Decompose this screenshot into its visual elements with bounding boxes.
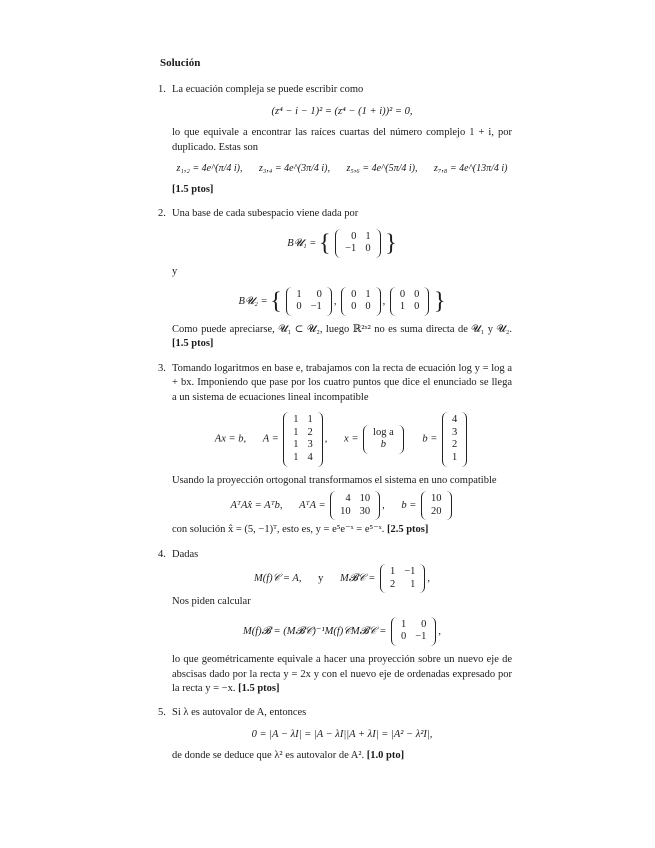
item-intro: La ecuación compleja se puede escribir como xyxy=(172,84,364,96)
matrix-entry: 1 xyxy=(365,288,371,300)
matrix-entry: 1 xyxy=(296,288,302,300)
item-number: 5. xyxy=(158,707,166,719)
matrix-label: b = xyxy=(401,500,417,512)
item-intro: Tomando logaritmos en base e, trabajamos con la recta de ecuación log y = log a + bx. Imponiendo que pase por los cuatro puntos que dice el enunciado se llega a un sistema de ecuaciones lineal incompatible xyxy=(172,362,512,403)
root: z₅,₆ = 4e^(5π/4 i), xyxy=(346,163,418,175)
solution-item-5 xyxy=(160,706,512,763)
matrix-entry: 1 xyxy=(399,301,406,313)
item-text-body: con solución x̂ = (5, −1)ᵀ, esto es, y = e⁵e⁻ˣ = e⁵⁻ˣ. xyxy=(172,524,385,536)
item-text: Nos piden calcular xyxy=(172,596,251,608)
result-equation: M(f)𝓑 = (M𝓑𝒞)⁻¹M(f)𝒞M𝓑𝒞 = 1 0 0 −1 , xyxy=(172,617,512,646)
matrix-entry: 1 xyxy=(389,566,396,578)
matrix-MBC xyxy=(380,564,425,593)
matrix-entry: 0 xyxy=(365,243,371,255)
matrix-entry: 10 xyxy=(340,505,351,517)
matrix-entry: 10 xyxy=(431,493,442,505)
close-brace: } xyxy=(433,288,446,315)
item-text-body: Como puede apreciarse, 𝓤₁ ⊂ 𝓤₂, luego ℝ²ˣ² no es suma directa de 𝓤₁ y 𝓤₂. xyxy=(172,323,512,335)
matrix-entry: 2 xyxy=(307,426,313,438)
matrix-entry: 4 xyxy=(307,451,313,463)
points-label: [1.5 ptos] xyxy=(172,338,214,350)
item-text xyxy=(172,523,512,537)
matrix-entry: −1 xyxy=(345,243,357,255)
matrix-entry: b xyxy=(380,439,386,451)
matrix-label: M𝓑𝒞 = xyxy=(339,573,376,585)
open-brace: { xyxy=(270,288,282,315)
matrix-label: b = xyxy=(422,433,438,445)
root: z₃,₄ = 4e^(3π/4 i), xyxy=(259,163,330,175)
matrix-ATA xyxy=(330,491,380,520)
matrix-entry: 2 xyxy=(389,578,396,590)
item-text xyxy=(172,323,512,352)
solution-item-3 xyxy=(160,362,512,538)
equation: AᵀAx̂ = Aᵀb, xyxy=(230,500,283,512)
matrix-entry: 0 xyxy=(400,631,407,643)
matrix-entry: 0 xyxy=(414,301,420,313)
equation: M(f)𝓑 = (M𝓑𝒞)⁻¹M(f)𝒞M𝓑𝒞 = xyxy=(243,625,387,637)
matrix-entry: 1 xyxy=(400,618,407,630)
connector-y: y xyxy=(172,266,178,278)
item-text: lo que equivale a encontrar las raíces cuartas del número complejo 1 + i, por duplicado. Estas son xyxy=(172,127,512,153)
matrix-ATb xyxy=(421,491,452,520)
solution-item-4 xyxy=(160,548,512,697)
item-text xyxy=(172,653,512,696)
matrix-entry: 1 xyxy=(365,230,371,242)
matrix-entry: 20 xyxy=(431,505,442,517)
item-number: 1. xyxy=(158,84,166,96)
basis-u2: B𝓤₂ = { 1 0 0 −1 , 0 1 0 0 , 0 0 1 0 } xyxy=(238,288,446,315)
matrix-entry: −1 xyxy=(310,301,322,313)
matrix-entry: 1 xyxy=(293,439,299,451)
matrix xyxy=(286,287,331,316)
basis-label: B𝓤₁ = xyxy=(287,237,317,249)
item-intro: Dadas xyxy=(172,548,199,560)
item-intro: Si λ es autovalor de A, entonces xyxy=(172,707,307,719)
basis-u1 xyxy=(172,229,512,258)
item-number: 2. xyxy=(158,208,166,220)
item-intro: Una base de cada subespacio viene dada por xyxy=(172,208,359,220)
matrix-result xyxy=(391,617,436,646)
matrix-entry: 30 xyxy=(359,505,371,517)
matrix-entry: 0 xyxy=(421,618,427,630)
item-text-body: de donde se deduce que λ² es autovalor de A². xyxy=(172,750,365,762)
points-label: [1.5 ptos] xyxy=(238,683,280,694)
item-text: Usando la proyección ortogonal transformamos el sistema en uno compatible xyxy=(172,474,497,486)
matrix-entry: 0 xyxy=(365,301,371,313)
solution-item-1 xyxy=(160,83,512,197)
root: z₇,₈ = 4e^(13π/4 i) xyxy=(433,163,508,175)
matrix-x xyxy=(363,425,404,454)
matrix-entry: 0 xyxy=(296,301,302,313)
basis-label: B𝓤₂ = xyxy=(238,295,268,307)
connector-y: y xyxy=(318,573,324,585)
matrix-entry: 1 xyxy=(451,451,458,463)
roots-line xyxy=(172,162,512,176)
item-number: 3. xyxy=(158,362,166,374)
points-label: [2.5 ptos] xyxy=(386,524,429,536)
matrix-entry: 10 xyxy=(359,493,371,505)
matrix-entry: 0 xyxy=(414,288,420,300)
matrix-entry: −1 xyxy=(415,631,427,643)
matrix-entry: 0 xyxy=(351,230,357,242)
matrix-entry: log a xyxy=(373,426,394,438)
solution-item-2 xyxy=(160,207,512,351)
matrix xyxy=(335,229,380,258)
item-text-body: lo que geométricamente equivale a hacer una proyección sobre un nuevo eje de abscisas dado por la recta y = 2x y con el nuevo eje de ordenadas expresado por la recta y = −x. xyxy=(172,654,512,694)
item-text xyxy=(172,749,512,763)
equation: 0 = |A − λI| = |A − λI||A + λI| = |A² − λ²I|, xyxy=(251,728,433,740)
open-brace: { xyxy=(318,230,331,257)
matrix-label: A = xyxy=(262,433,279,445)
points-label: [1.0 pto] xyxy=(366,750,405,762)
matrix-entry: 0 xyxy=(351,288,357,300)
matrix-entry: −1 xyxy=(404,566,416,578)
matrix-entry: 3 xyxy=(307,439,313,451)
root: z₁,₂ = 4e^(π/4 i), xyxy=(176,163,243,175)
points-label: [1.5 ptos] xyxy=(172,183,214,195)
matrix-entry: 1 xyxy=(293,451,299,463)
matrix-entry: 4 xyxy=(345,493,351,505)
matrix-entry: 2 xyxy=(451,439,458,451)
matrix-entry: 0 xyxy=(351,301,357,313)
matrix-entry: 4 xyxy=(451,414,458,426)
equation: M(f)𝒞 = A, xyxy=(253,573,302,585)
system-equation: Ax = b, A = 1 1 1 2 1 3 1 4 , x = log a b b = 4 3 2 1 xyxy=(172,412,512,466)
matrix-entry: 1 xyxy=(307,414,313,426)
matrix xyxy=(341,287,381,316)
matrix-entry: 1 xyxy=(410,578,416,590)
matrix-label: x = xyxy=(344,433,359,445)
given-equation: M(f)𝒞 = A, y M𝓑𝒞 = 1 −1 2 1 , xyxy=(172,564,512,593)
normal-equation: AᵀAx̂ = Aᵀb, AᵀA = 4 10 10 30 , b = 10 20 xyxy=(172,491,512,520)
close-brace: } xyxy=(385,230,397,257)
matrix-entry: 1 xyxy=(293,426,299,438)
item-number: 4. xyxy=(158,548,166,560)
matrix-entry: 0 xyxy=(399,288,406,300)
matrix-A xyxy=(283,412,323,466)
matrix-entry: 3 xyxy=(451,426,458,438)
matrix-b xyxy=(442,412,467,466)
equation: (z⁴ − i − 1)² = (z⁴ − (1 + i))² = 0, xyxy=(271,105,413,117)
matrix-label: AᵀA = xyxy=(299,500,326,512)
solution-page xyxy=(160,56,512,774)
section-title: Solución xyxy=(160,57,201,69)
matrix xyxy=(390,287,430,316)
matrix-entry: 1 xyxy=(293,414,299,426)
equation: Ax = b, xyxy=(214,433,247,445)
matrix-entry: 0 xyxy=(316,288,322,300)
